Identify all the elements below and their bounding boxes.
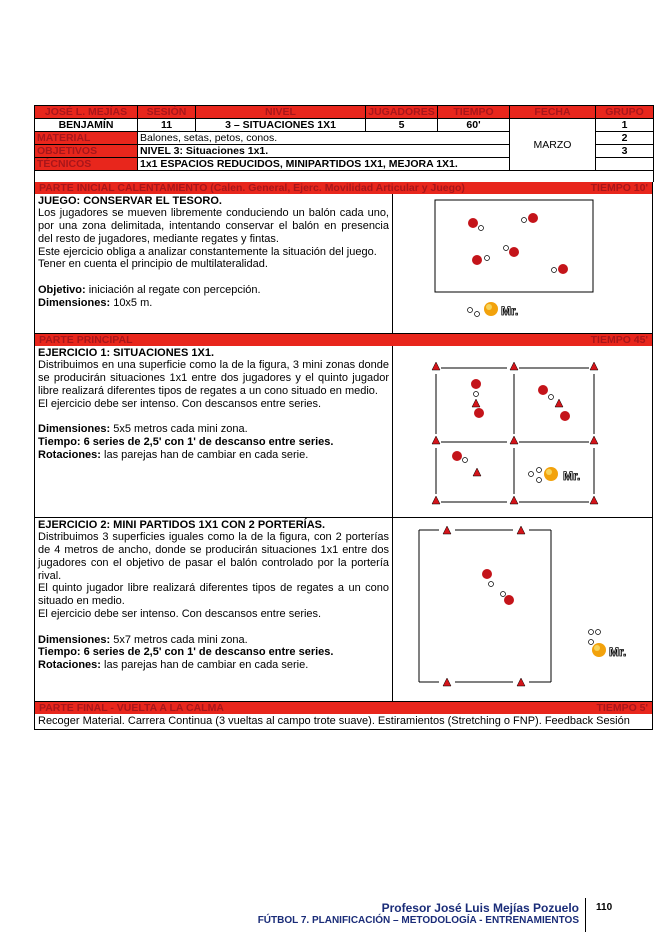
footer-subtitle: FÚTBOL 7. PLANIFICACIÓN – METODOLOGÍA - ENTRENAMIENTOS (257, 915, 579, 926)
session-header-table (34, 105, 654, 182)
spare-balls-icon (589, 629, 601, 644)
level-label: NIVEL (196, 106, 366, 119)
exercise-2-figure (392, 518, 652, 701)
coach-icon (592, 643, 606, 657)
ex1-rotations-label: Rotaciones: (38, 448, 101, 461)
initial-diagram (393, 194, 652, 334)
players-value: 5 (366, 119, 438, 132)
goal-cone-icon (517, 526, 525, 534)
ex2-p1: Distribuimos 3 superficies iguales como la de la figura, con 2 porterías de 4 metros de ancho, donde se producirán situaciones 1x1 entre dos jugadores con el objetivo de pasar el balón controlado por la portería rival. (38, 531, 389, 582)
ex1-title: EJERCICIO 1: SITUACIONES 1X1. (38, 346, 215, 359)
main-section-time: TIEMPO 45' (590, 333, 648, 346)
date-label: FECHA (510, 106, 596, 119)
objectives-label-1: OBJETIVOS (35, 145, 138, 158)
initial-dimensions-value: 10x5 m. (110, 296, 153, 309)
initial-dimensions-label: Dimensiones: (38, 296, 111, 309)
spare-balls-icon (468, 307, 480, 316)
category-value: BENJAMÍN (35, 119, 138, 132)
group-value-1: 1 (596, 119, 654, 132)
ex1-time-label: Tiempo: (38, 436, 81, 449)
cone-icon (590, 362, 598, 370)
cone-icon (510, 496, 518, 504)
session-value: 11 (138, 119, 196, 132)
player-icon (468, 218, 484, 231)
objectives-line-2: 1x1 ESPACIOS REDUCIDOS, MINIPARTIDOS 1X1, MEJORA 1X1. (138, 158, 510, 171)
initial-objective-label: Objetivo: (38, 284, 86, 297)
coach-icon (484, 302, 498, 316)
date-value: MARZO (510, 119, 596, 171)
exercise-1-block (34, 346, 653, 518)
coach-label: Mr. (563, 468, 581, 483)
player-icon (560, 411, 570, 421)
coach-icon (544, 467, 558, 481)
ex2-rotations-value: las parejas han de cambiar en cada serie. (100, 659, 309, 672)
coach-label: Mr. (609, 644, 627, 659)
player-icon (522, 213, 539, 223)
group-value-empty (596, 158, 654, 171)
main-section-bar (34, 334, 653, 346)
goal-cone-icon (443, 678, 451, 686)
ex2-rotations-label: Rotaciones: (38, 659, 101, 672)
player-icon (501, 591, 515, 605)
coach-label: JOSÉ L. MEJÍAS (35, 106, 138, 119)
ex2-p2: El quinto jugador libre realizará diferentes tipos de regates a un cono situado en medio. (38, 582, 389, 608)
page-number: 110 (596, 902, 613, 913)
ex1-dimensions-label: Dimensiones: (38, 423, 111, 436)
exercise-1-diagram (393, 346, 652, 518)
cone-icon (473, 468, 481, 476)
ex2-title: EJERCICIO 2: MINI PARTIDOS 1X1 CON 2 PORTERÍAS. (38, 518, 326, 531)
final-section-bar (34, 702, 653, 714)
field-boundary (435, 200, 593, 292)
initial-block (34, 194, 653, 334)
player-icon (482, 569, 494, 587)
spare-balls-icon (529, 467, 542, 482)
initial-section-time: TIEMPO 10' (590, 181, 648, 194)
cone-icon (510, 436, 518, 444)
player-icon (538, 385, 554, 400)
initial-section-bar (34, 182, 653, 194)
ex2-time-label: Tiempo: (38, 646, 81, 659)
time-value: 60' (438, 119, 510, 132)
initial-p2: Este ejercicio obliga a analizar constantemente la situación del juego. (38, 245, 377, 258)
initial-objective-value: iniciación al regate con percepción. (85, 284, 261, 297)
footer-divider (585, 898, 586, 932)
initial-title: JUEGO: CONSERVAR EL TESORO. (38, 194, 222, 207)
player-icon (474, 408, 484, 418)
cone-icon (432, 496, 440, 504)
ex2-dimensions-label: Dimensiones: (38, 633, 111, 646)
players-label: JUGADORES (366, 106, 438, 119)
exercise-1-figure (392, 346, 652, 517)
final-text: Recoger Material. Carrera Continua (3 vueltas al campo trote suave). Estiramientos (Stretching o FNP). Feedback Sesión (34, 714, 653, 730)
player-icon (552, 264, 569, 274)
player-icon (452, 451, 468, 463)
ex2-p3: El ejercicio debe ser intenso. Con descansos entre series. (38, 608, 322, 621)
goal-cone-icon (517, 678, 525, 686)
goal-cone-icon (443, 526, 451, 534)
cone-icon (432, 436, 440, 444)
cone-icon (432, 362, 440, 370)
group-label: GRUPO (596, 106, 654, 119)
cone-icon (510, 362, 518, 370)
level-value: 3 – SITUACIONES 1X1 (196, 119, 366, 132)
ex1-rotations-value: las parejas han de cambiar en cada serie. (100, 448, 309, 461)
spacer-row (35, 171, 654, 182)
final-section-time: TIEMPO 5' (596, 701, 648, 714)
player-icon (472, 255, 490, 265)
footer-author: Profesor José Luis Mejías Pozuelo (381, 901, 579, 915)
session-sheet (34, 105, 653, 730)
cone-icon (555, 399, 563, 407)
ex2-dimensions-value: 5x7 metros cada mini zona. (110, 633, 248, 646)
initial-p3: Tener en cuenta el principio de multilateralidad. (38, 258, 268, 271)
group-value-3: 3 (596, 145, 654, 158)
ex1-p2: El ejercicio debe ser intenso. Con descansos entre series. (38, 397, 322, 410)
main-section-title: PARTE PRINCIPAL (39, 333, 133, 346)
cone-icon (590, 436, 598, 444)
exercise-2-diagram (393, 518, 652, 702)
exercise-2-block (34, 518, 653, 702)
material-value: Balones, setas, petos, conos. (138, 132, 510, 145)
cone-icon (472, 399, 480, 407)
initial-section-title: PARTE INICIAL CALENTAMIENTO (Calen. General, Ejerc. Movilidad Articular y Juego) (39, 181, 465, 194)
cone-icon (590, 496, 598, 504)
material-label: MATERIAL (35, 132, 138, 145)
objectives-label-2: TÉCNICOS (35, 158, 138, 171)
session-label: SESIÓN (138, 106, 196, 119)
player-icon (471, 379, 481, 397)
coach-label: Mr. (501, 303, 519, 318)
ex1-time-value: 6 series de 2,5' con 1' de descanso entre series. (80, 436, 334, 449)
player-icon (504, 245, 520, 257)
final-section-title: PARTE FINAL - VUELTA A LA CALMA (39, 701, 224, 714)
group-value-2: 2 (596, 132, 654, 145)
objectives-line-1: NIVEL 3: Situaciones 1x1. (138, 145, 510, 158)
ex2-time-value: 6 series de 2,5' con 1' de descanso entre series. (80, 646, 334, 659)
ex1-p1: Distribuimos en una superficie como la de la figura, 3 mini zonas donde se producirán situaciones 1x1 entre dos jugadores y el quinto jugador libre realizará diferentes tipos de regates a un cono situado en medio. (38, 359, 389, 397)
ex1-dimensions-value: 5x5 metros cada mini zona. (110, 423, 248, 436)
initial-p1: Los jugadores se mueven libremente conduciendo un balón cada uno, por una zona delimitada, intentando conservar el balón en presencia del resto de jugadores, mediante regates y fintas. (38, 207, 389, 245)
time-label: TIEMPO (438, 106, 510, 119)
initial-figure (392, 194, 652, 333)
